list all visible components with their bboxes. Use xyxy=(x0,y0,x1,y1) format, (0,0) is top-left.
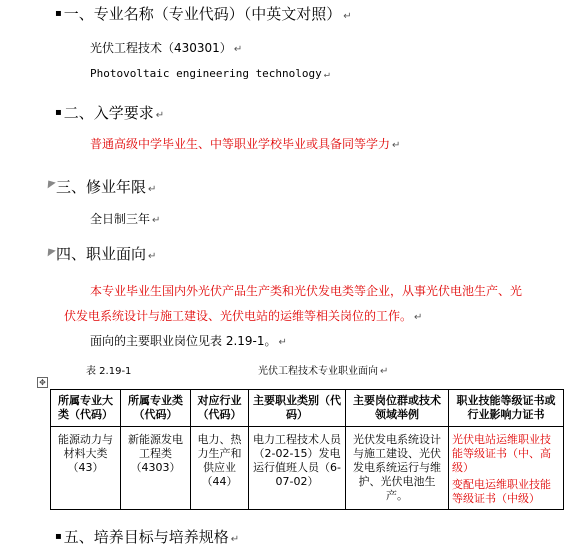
paragraph-mark: ↵ xyxy=(155,110,165,121)
heading-section-4 xyxy=(56,244,156,267)
cell-certificates xyxy=(449,427,564,510)
header-cell: 所属专业大类（代码） xyxy=(51,390,121,427)
heading-text: 三、修业年限 xyxy=(56,178,147,196)
cell-industry: 电力、热力生产和供应业（44） xyxy=(191,427,249,510)
cell-positions: 光伏发电系统设计与施工建设、光伏发电系统运行与维护、光伏电池生产。 xyxy=(346,427,449,510)
major-name-en xyxy=(90,66,330,83)
career-text-2: 伏发电系统设计与施工建设、光伏电站的运维等相关岗位的工作。 xyxy=(64,309,413,323)
heading-text: 二、入学要求 xyxy=(63,104,154,122)
header-cell: 主要职业类别（代码） xyxy=(249,390,346,427)
collapse-triangle-icon[interactable] xyxy=(44,246,56,257)
header-cell: 所属专业类（代码） xyxy=(121,390,191,427)
header-cell: 主要岗位群或技术领域举例 xyxy=(346,390,449,427)
heading-text: 四、职业面向 xyxy=(56,245,147,263)
table-header-row xyxy=(51,390,564,427)
header-cell: 对应行业（代码） xyxy=(191,390,249,427)
bullet-icon: ▪ xyxy=(55,107,62,118)
heading-text: 一、专业名称（专业代码）（中英文对照） xyxy=(63,5,342,23)
certificate-1: 光伏电站运维职业技能等级证书（中、高级） xyxy=(452,433,551,474)
career-paragraph-line-2 xyxy=(64,308,422,326)
duration xyxy=(90,211,160,229)
paragraph-mark: ↵ xyxy=(414,312,423,323)
career-orientation-table xyxy=(50,389,564,510)
cell-major-category: 能源动力与材料大类（43） xyxy=(51,427,121,510)
career-text-1: 本专业毕业生国内外光伏产品生产类和光伏发电类等企业，从事光伏电池生产、光 xyxy=(90,284,523,298)
paragraph-mark: ↵ xyxy=(278,337,287,348)
heading-text: 五、培养目标与培养规格 xyxy=(63,528,229,546)
career-reference xyxy=(90,333,287,351)
paragraph-mark: ↵ xyxy=(152,215,161,226)
paragraph-mark: ↵ xyxy=(392,140,401,151)
heading-section-3 xyxy=(56,177,156,200)
duration-text: 全日制三年 xyxy=(90,212,151,226)
cell-occupation: 电力工程技术人员（2-02-15）发电运行值班人员（6-07-02） xyxy=(249,427,346,510)
paragraph-mark: ↵ xyxy=(323,69,330,80)
table-caption-title xyxy=(258,364,388,380)
major-name-en-text: Photovoltaic engineering technology xyxy=(90,67,322,80)
bullet-icon: ▪ xyxy=(55,531,62,542)
paragraph-mark: ↵ xyxy=(230,534,240,545)
major-name-cn xyxy=(90,40,242,58)
paragraph-mark: ↵ xyxy=(343,11,352,22)
collapse-triangle-icon[interactable] xyxy=(44,178,56,189)
table-row xyxy=(51,427,564,510)
paragraph-mark: ↵ xyxy=(148,184,157,195)
heading-section-1 xyxy=(55,4,352,27)
bullet-icon: ▪ xyxy=(55,8,62,19)
heading-section-2 xyxy=(55,103,164,126)
cell-major-class: 新能源发电工程类（4303） xyxy=(121,427,191,510)
admission-requirement xyxy=(90,136,400,154)
admission-text: 普通高级中学毕业生、中等职业学校毕业或具备同等学力 xyxy=(90,137,391,151)
career-paragraph-line-1 xyxy=(90,283,522,299)
major-name-cn-text: 光伏工程技术（430301） xyxy=(90,41,232,55)
paragraph-mark: ↵ xyxy=(380,366,389,377)
move-cross-icon[interactable]: ✥ xyxy=(37,377,48,388)
table-caption-title-text: 光伏工程技术专业职业面向 xyxy=(258,366,378,377)
header-cell: 职业技能等级证书或行业影响力证书 xyxy=(449,390,564,427)
heading-section-5 xyxy=(55,527,239,550)
table-caption-number: 表 2.19-1 xyxy=(86,366,132,377)
certificate-2: 变配电运维职业技能等级证书（中级） xyxy=(452,478,551,505)
career-reference-text: 面向的主要职业岗位见表 2.19-1。 xyxy=(90,334,277,348)
paragraph-mark: ↵ xyxy=(148,251,157,262)
paragraph-mark: ↵ xyxy=(233,44,243,55)
